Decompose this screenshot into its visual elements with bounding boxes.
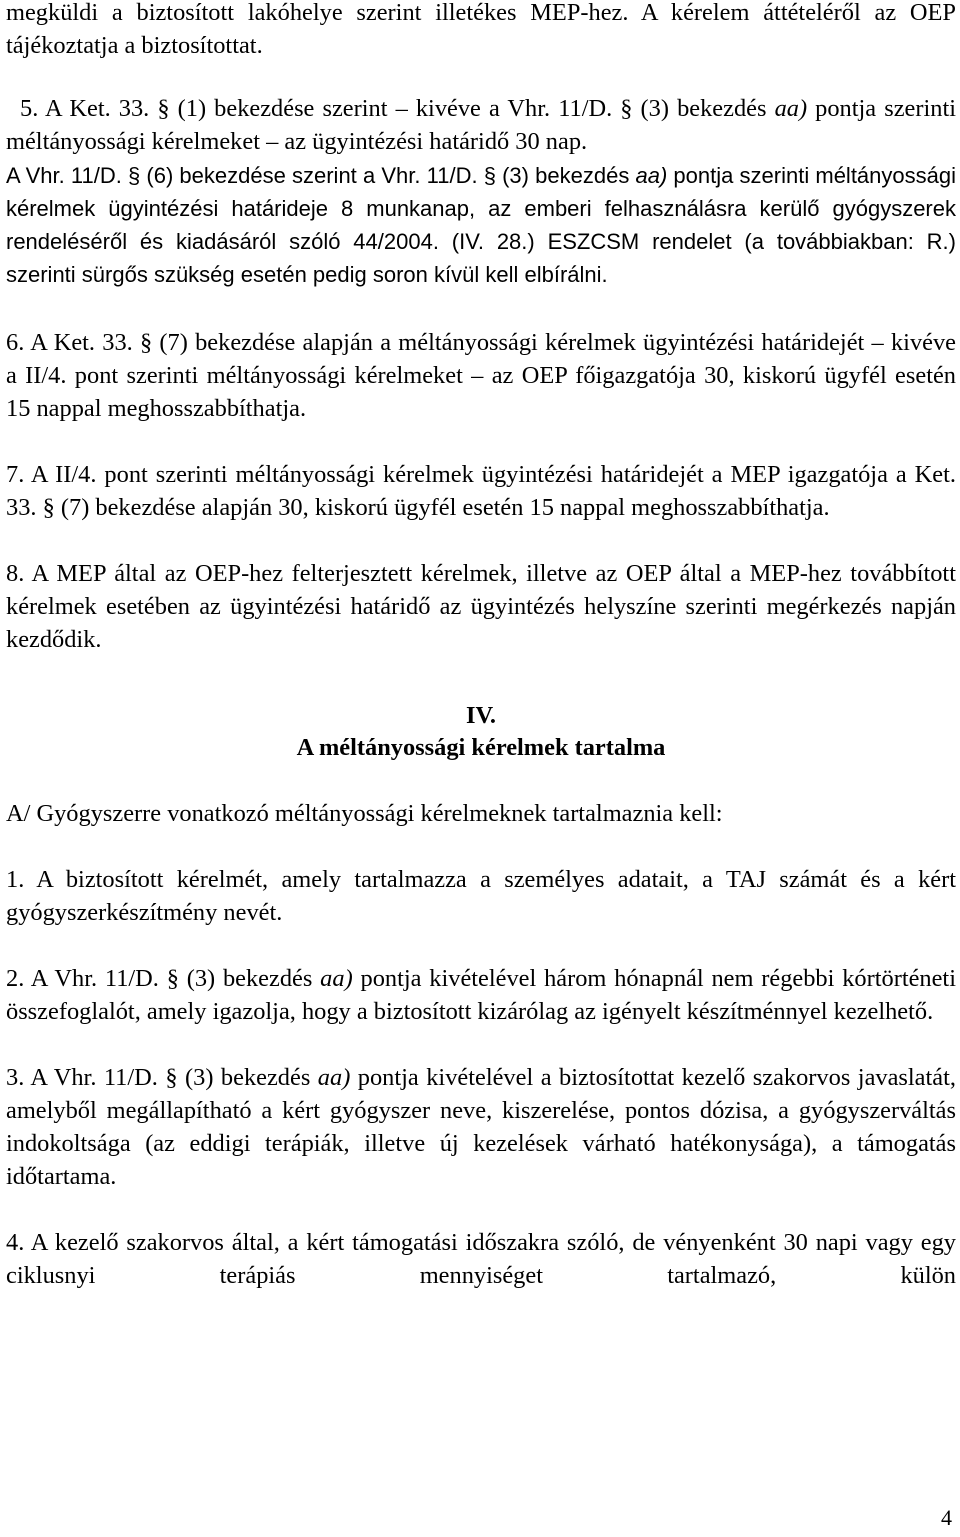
document-page [6, 0, 956, 1292]
paragraph-8: 8. A MEP által az OEP-hez felterjesztett kérelmek, illetve az OEP által a MEP-hez továbbított kérelmek esetében az ügyintézési határidő az ügyintézés helyszíne szerinti megérkezés napján kezdődik. [6, 560, 956, 653]
list-item-3: 3. A Vhr. 11/D. § (3) bekezdés aa) pontja kivételével a biztosítottat kezelő szakorvos javaslatát, amelyből megállapítható a kért gyógyszer neve, kiszerelése, pontos dózisa, a gyógyszerváltás indokoltsága (az eddigi terápiák, illetve új kezelések várható hatékonysága), a támogatás időtartama. [6, 1064, 956, 1190]
page-number: 4 [941, 1505, 952, 1530]
list-item-4: 4. A kezelő szakorvos által, a kért támogatási időszakra szóló, de vényenként 30 napi vagy egy ciklusnyi terápiás mennyiséget tartalmazó, külön [6, 1229, 956, 1289]
section-number: IV. [465, 702, 497, 729]
paragraph-6: 6. A Ket. 33. § (7) bekezdése alapján a méltányossági kérelmek ügyintézési határidejét – kivéve a II/4. pont szerinti méltányossági kérelmeket – az OEP főigazgatója 30, kiskorú ügyfél esetén 15 nappal meghosszabbíthatja. [6, 329, 956, 422]
paragraph-5-continued: A Vhr. 11/D. § (6) bekezdése szerint a Vhr. 11/D. § (3) bekezdés aa) pontja szerinti méltányossági kérelmek ügyintézési határideje 8 munkanap, az emberi felhasználásra kerülő gyógyszerek rendeléséről és kiadásáról szóló 44/2004. (IV. 28.) ESZCSM rendelet (a továbbiakban: R.) szerinti sürgős szükség esetén pedig soron kívül kell elbírálni. [6, 163, 956, 287]
list-item-1: 1. A biztosított kérelmét, amely tartalmazza a személyes adatait, a TAJ számát és a kért gyógyszerkészítmény nevét. [6, 866, 956, 926]
section-title: A méltányossági kérelmek tartalma [296, 734, 666, 761]
list-item-2: 2. A Vhr. 11/D. § (3) bekezdés aa) pontja kivételével három hónapnál nem régebbi kórtörténeti összefoglalót, amely igazolja, hogy a biztosított kizárólag az igényelt készítménnyel kezelhető. [6, 965, 956, 1025]
paragraph-5: 5. A Ket. 33. § (1) bekezdése szerint – kivéve a Vhr. 11/D. § (3) bekezdés aa) pontja szerinti méltányossági kérelmeket – az ügyintézési határidő 30 nap. [6, 95, 957, 155]
subsection-heading: A/ Gyógyszerre vonatkozó méltányossági kérelmeknek tartalmaznia kell: [6, 800, 723, 827]
paragraph-7: 7. A II/4. pont szerinti méltányossági kérelmek ügyintézési határidejét a MEP igazgatója a Ket. 33. § (7) bekezdése alapján 30, kiskorú ügyfél esetén 15 nappal meghosszabbíthatja. [6, 461, 956, 521]
paragraph-intro: megküldi a biztosított lakóhelye szerint illetékes MEP-hez. A kérelem áttételéről az OEP tájékoztatja a biztosítottat. [6, 0, 956, 59]
